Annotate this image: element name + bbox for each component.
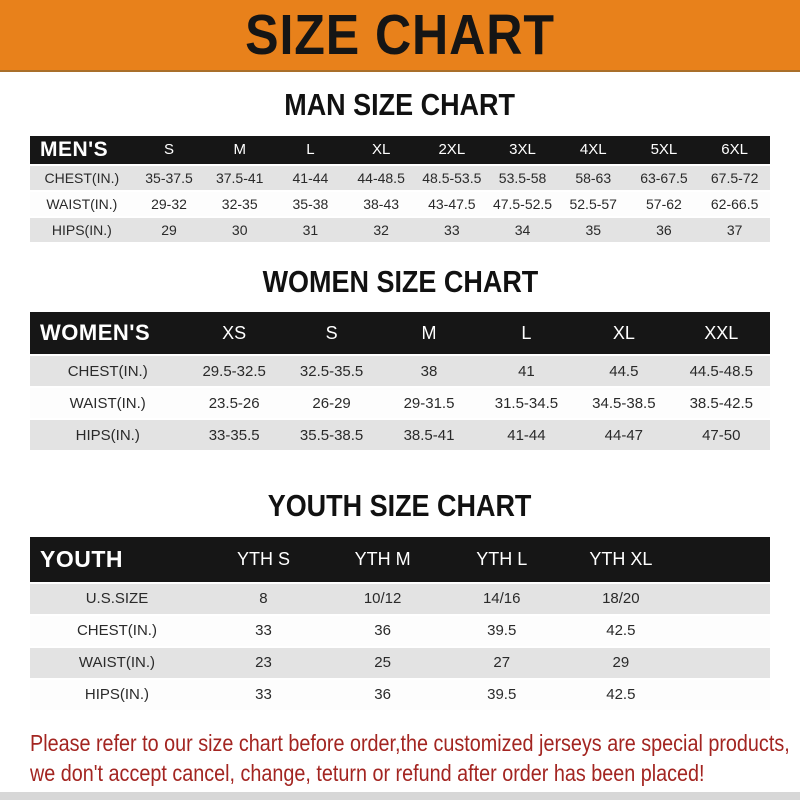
- row-label: CHEST(IN.): [30, 616, 204, 648]
- row-label: U.S.SIZE: [30, 584, 204, 616]
- table-row: [30, 420, 770, 452]
- column-header: 5XL: [629, 136, 700, 166]
- table-group-label: WOMEN'S: [30, 312, 185, 356]
- youth-size-table: [0, 537, 800, 712]
- column-header: L: [275, 136, 346, 166]
- column-header: YTH L: [442, 537, 561, 584]
- column-header: 6XL: [699, 136, 770, 166]
- column-header: S: [283, 312, 380, 356]
- row-label: CHEST(IN.): [30, 356, 185, 388]
- banner-title: SIZE CHART: [245, 3, 555, 67]
- disclaimer-line-1-text: Please refer to our size chart before order,the customized jerseys are special products,: [30, 729, 790, 756]
- size-value-cell: 63-67.5: [629, 166, 700, 192]
- size-value-cell: 52.5-57: [558, 192, 629, 218]
- size-value-cell: 41-44: [275, 166, 346, 192]
- table-row: [30, 356, 770, 388]
- size-value-cell: 18/20: [561, 584, 680, 616]
- column-header: YTH M: [323, 537, 442, 584]
- row-label: WAIST(IN.): [30, 648, 204, 680]
- filler-cell: [680, 648, 770, 680]
- size-value-cell: 36: [629, 218, 700, 244]
- section-youth: [0, 488, 800, 712]
- column-header: L: [478, 312, 575, 356]
- row-label: WAIST(IN.): [30, 388, 185, 420]
- size-value-cell: 39.5: [442, 680, 561, 712]
- size-value-cell: 29-32: [134, 192, 205, 218]
- row-label: HIPS(IN.): [30, 680, 204, 712]
- size-value-cell: 42.5: [561, 616, 680, 648]
- table-row: [30, 388, 770, 420]
- section-men: [0, 87, 800, 244]
- table-row: [30, 616, 770, 648]
- column-header: 2XL: [416, 136, 487, 166]
- row-label: HIPS(IN.): [30, 420, 185, 452]
- table-row: [30, 218, 770, 244]
- size-table-2: [30, 537, 770, 712]
- section-women: [0, 264, 800, 453]
- size-table-header-row: [30, 537, 770, 584]
- column-header: XL: [346, 136, 417, 166]
- size-value-cell: 44.5-48.5: [673, 356, 770, 388]
- size-value-cell: 42.5: [561, 680, 680, 712]
- size-value-cell: 38.5-41: [380, 420, 477, 452]
- column-header: YTH XL: [561, 537, 680, 584]
- size-value-cell: 33: [204, 680, 323, 712]
- size-value-cell: 41: [478, 356, 575, 388]
- women-size-table: [0, 312, 800, 452]
- size-value-cell: 32: [346, 218, 417, 244]
- size-value-cell: 47.5-52.5: [487, 192, 558, 218]
- men-size-table: [0, 136, 800, 244]
- disclaimer-line-2-text: we don't accept cancel, change, teturn or refund after order has been placed!: [30, 759, 705, 786]
- size-value-cell: 29-31.5: [380, 388, 477, 420]
- size-value-cell: 10/12: [323, 584, 442, 616]
- size-value-cell: 29: [561, 648, 680, 680]
- size-value-cell: 37.5-41: [204, 166, 275, 192]
- size-value-cell: 38-43: [346, 192, 417, 218]
- banner: [0, 0, 800, 72]
- size-table-header-row: [30, 312, 770, 356]
- women-heading-text: WOMEN SIZE CHART: [262, 263, 538, 299]
- size-value-cell: 25: [323, 648, 442, 680]
- size-value-cell: 14/16: [442, 584, 561, 616]
- column-header-filler: [680, 537, 770, 584]
- size-value-cell: 53.5-58: [487, 166, 558, 192]
- table-row: [30, 166, 770, 192]
- size-value-cell: 35-37.5: [134, 166, 205, 192]
- bottom-strip: [0, 792, 800, 800]
- row-label: HIPS(IN.): [30, 218, 134, 244]
- size-value-cell: 33: [204, 616, 323, 648]
- column-header: M: [380, 312, 477, 356]
- size-value-cell: 38.5-42.5: [673, 388, 770, 420]
- size-value-cell: 36: [323, 680, 442, 712]
- size-value-cell: 44-48.5: [346, 166, 417, 192]
- filler-cell: [680, 584, 770, 616]
- size-value-cell: 35-38: [275, 192, 346, 218]
- column-header: XL: [575, 312, 672, 356]
- size-value-cell: 31.5-34.5: [478, 388, 575, 420]
- filler-cell: [680, 616, 770, 648]
- table-group-label: YOUTH: [30, 537, 204, 584]
- disclaimer-line-2: [30, 758, 800, 788]
- column-header: M: [204, 136, 275, 166]
- column-header: 3XL: [487, 136, 558, 166]
- size-table-1: [30, 312, 770, 452]
- disclaimer: [0, 728, 800, 788]
- size-value-cell: 32.5-35.5: [283, 356, 380, 388]
- size-value-cell: 48.5-53.5: [416, 166, 487, 192]
- men-heading-text: MAN SIZE CHART: [284, 87, 516, 122]
- size-value-cell: 36: [323, 616, 442, 648]
- size-table-0: [30, 136, 770, 244]
- column-header: YTH S: [204, 537, 323, 584]
- size-value-cell: 47-50: [673, 420, 770, 452]
- size-value-cell: 38: [380, 356, 477, 388]
- table-row: [30, 648, 770, 680]
- size-value-cell: 23.5-26: [185, 388, 282, 420]
- column-header: S: [134, 136, 205, 166]
- disclaimer-line-1: [30, 728, 800, 758]
- size-value-cell: 34.5-38.5: [575, 388, 672, 420]
- table-group-label: MEN'S: [30, 136, 134, 166]
- size-value-cell: 32-35: [204, 192, 275, 218]
- size-value-cell: 29.5-32.5: [185, 356, 282, 388]
- size-value-cell: 41-44: [478, 420, 575, 452]
- size-value-cell: 29: [134, 218, 205, 244]
- size-value-cell: 30: [204, 218, 275, 244]
- size-value-cell: 58-63: [558, 166, 629, 192]
- size-value-cell: 23: [204, 648, 323, 680]
- size-value-cell: 35: [558, 218, 629, 244]
- column-header: XXL: [673, 312, 770, 356]
- table-row: [30, 680, 770, 712]
- women-section-heading: [0, 264, 800, 300]
- size-value-cell: 57-62: [629, 192, 700, 218]
- row-label: WAIST(IN.): [30, 192, 134, 218]
- size-value-cell: 31: [275, 218, 346, 244]
- size-value-cell: 43-47.5: [416, 192, 487, 218]
- table-row: [30, 584, 770, 616]
- size-table-header-row: [30, 136, 770, 166]
- table-row: [30, 192, 770, 218]
- size-value-cell: 67.5-72: [699, 166, 770, 192]
- size-value-cell: 34: [487, 218, 558, 244]
- size-value-cell: 44.5: [575, 356, 672, 388]
- column-header: 4XL: [558, 136, 629, 166]
- size-value-cell: 8: [204, 584, 323, 616]
- size-value-cell: 62-66.5: [699, 192, 770, 218]
- column-header: XS: [185, 312, 282, 356]
- size-value-cell: 44-47: [575, 420, 672, 452]
- size-value-cell: 33: [416, 218, 487, 244]
- youth-section-heading: [0, 488, 800, 524]
- men-section-heading: [0, 87, 800, 123]
- size-value-cell: 26-29: [283, 388, 380, 420]
- size-value-cell: 39.5: [442, 616, 561, 648]
- size-value-cell: 37: [699, 218, 770, 244]
- size-value-cell: 27: [442, 648, 561, 680]
- row-label: CHEST(IN.): [30, 166, 134, 192]
- size-value-cell: 35.5-38.5: [283, 420, 380, 452]
- size-value-cell: 33-35.5: [185, 420, 282, 452]
- filler-cell: [680, 680, 770, 712]
- youth-heading-text: YOUTH SIZE CHART: [268, 488, 532, 524]
